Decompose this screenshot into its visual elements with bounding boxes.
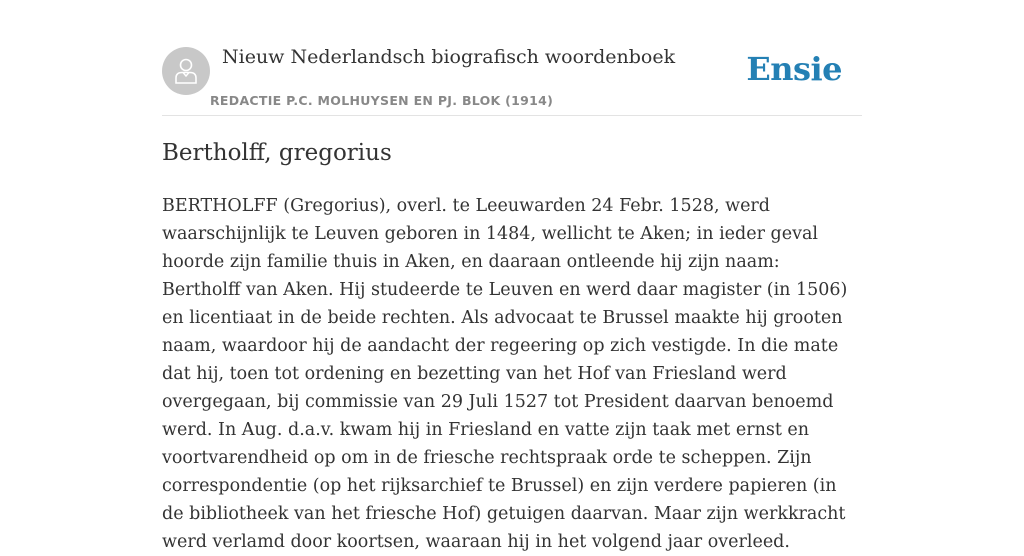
ensie-logo[interactable]: Ensie xyxy=(746,50,842,88)
avatar[interactable] xyxy=(162,47,210,95)
entry-title: Bertholff, gregorius xyxy=(162,140,392,166)
source-subtitle: REDACTIE P.C. MOLHUYSEN EN PJ. BLOK (1914) xyxy=(210,93,554,108)
source-header xyxy=(162,40,862,116)
source-title[interactable]: Nieuw Nederlandsch biografisch woordenboek xyxy=(222,46,676,68)
entry-body: BERTHOLFF (Gregorius), overl. te Leeuwarden 24 Febr. 1528, werd waarschijnlijk te Leuven geboren in 1484, wellicht te Aken; in ieder geval hoorde zijn familie thuis in Aken, en daaraan ontleende hij zijn naam: Bertholff van Aken. Hij studeerde te Leuven en werd daar magister (in 1506) en licentiaat in de beide rechten. Als advocaat te Brussel maakte hij grooten naam, waardoor hij de aandacht der regeering op zich vestigde. In die mate dat hij, toen tot ordening en bezetting van het Hof van Friesland werd overgegaan, bij commissie van 29 Juli 1527 tot President daarvan benoemd werd. In Aug. d.a.v. kwam hij in Friesland en vatte zijn taak met ernst en voortvarendheid op om in de friesche rechtspraak orde te scheppen. Zijn correspondentie (op het rijksarchief te Brussel) en zijn verdere papieren (in de bibliotheek van het friesche Hof) getuigen daarvan. Maar zijn werkkracht werd verlamd door koortsen, waaraan hij in het volgend jaar overleed. xyxy=(162,196,848,552)
